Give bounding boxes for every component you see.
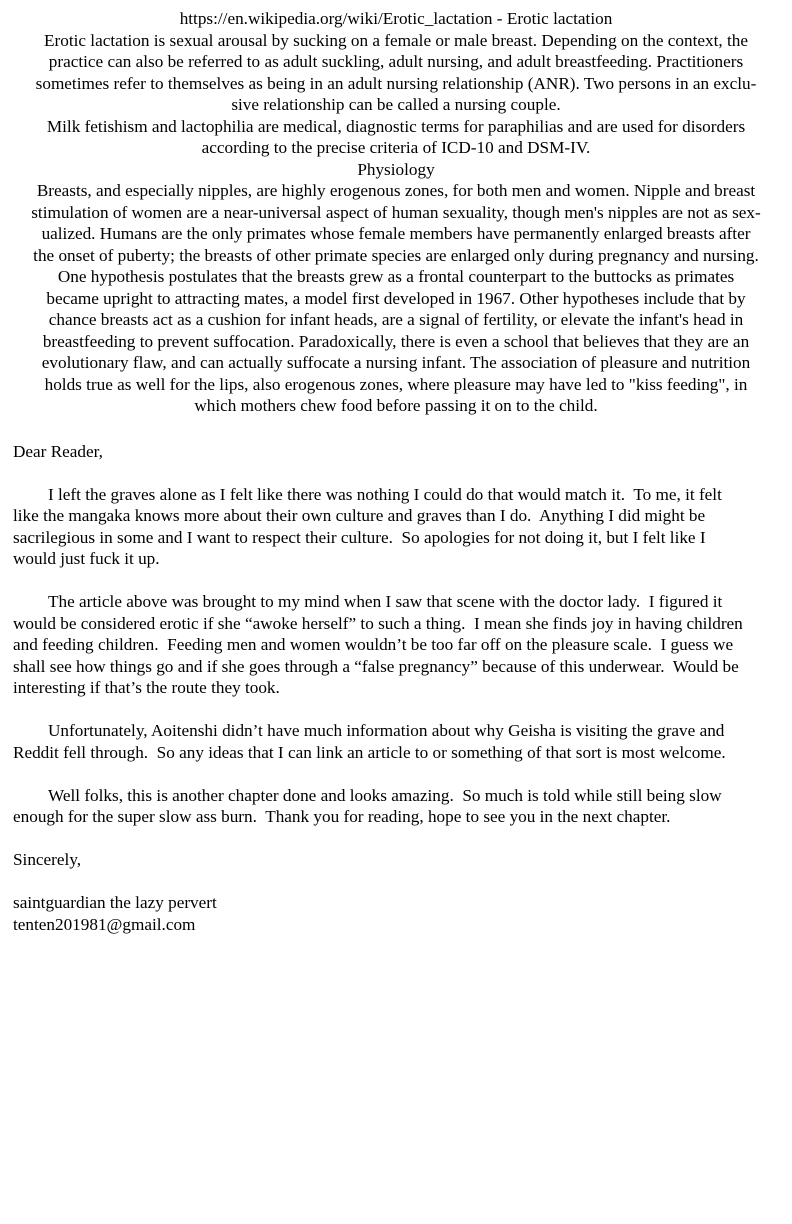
letter-line: and feeding children. Feeding men and women wouldn’t be too far off on the pleasure scale. I guess we [13,635,734,654]
translator-letter [13,441,779,936]
article-line: sive relationship can be called a nursing couple. [231,95,561,114]
letter-line: would be considered erotic if she “awoke herself” to such a thing. I mean she finds joy in having children [13,613,743,633]
article-line: according to the precise criteria of ICD-10 and DSM-IV. [201,138,591,157]
article-section-heading: Physiology [357,159,435,179]
article-line: Milk fetishism and lactophilia are medical, diagnostic terms for paraphilias and are used for disorders [46,116,746,136]
article-line: stimulation of women are a near-universal aspect of human sexuality, though men's nipples are not as sex- [31,202,761,222]
article-line: which mothers chew food before passing it on to the child. [194,396,598,415]
letter-line: Reddit fell through. So any ideas that I can link an article to or something of that sort is most welcome. [13,742,726,762]
letter-paragraph-4 [13,785,779,828]
article-line: sometimes refer to themselves as being in an adult nursing relationship (ANR). Two persons in an exclu- [35,73,757,93]
article-line: the onset of puberty; the breasts of other primate species are enlarged only during pregnancy and nursing. [33,245,759,265]
article-line: practice can also be referred to as adult suckling, adult nursing, and adult breastfeeding. Practitioners [48,52,744,71]
letter-line: like the mangaka knows more about their own culture and graves than I do. Anything I did might be [13,506,706,525]
letter-line: Unfortunately, Aoitenshi didn’t have much information about why Geisha is visiting the grave and [48,721,725,740]
article-line: holds true as well for the lips, also erogenous zones, where pleasure may have led to "kiss feeding", in [44,374,748,394]
letter-line: I left the graves alone as I felt like there was nothing I could do that would match it. To me, it felt [48,484,722,504]
letter-line: interesting if that’s the route they took. [13,678,280,697]
article-line: became upright to attracting mates, a model first developed in 1967. Other hypotheses include that by [46,288,746,308]
letter-line: shall see how things go and if she goes through a “false pregnancy” because of this underwear. Would be [13,656,739,676]
article-line: One hypothesis postulates that the breasts grew as a frontal counterpart to the buttocks as primates [57,267,735,286]
article-url: https://en.wikipedia.org/wiki/Erotic_lactation - Erotic lactation [179,9,613,28]
letter-paragraph-3 [13,720,779,763]
letter-paragraph-2 [13,591,779,699]
letter-salutation: Dear Reader, [13,441,103,461]
letter-line: would just fuck it up. [13,549,160,568]
article-line: breastfeeding to prevent suffocation. Paradoxically, there is even a school that believes that they are an [42,331,750,351]
letter-line: sacrilegious in some and I want to respect their culture. So apologies for not doing it, but I felt like I [13,527,706,547]
article-line: ualized. Humans are the only primates whose female members have permanently enlarged breasts after [41,224,751,243]
article-line: chance breasts act as a cushion for infant heads, are a signal of fertility, or elevate the infant's head in [48,310,744,329]
letter-line: Well folks, this is another chapter done and looks amazing. So much is told while still being slow [48,785,722,805]
letter-line: enough for the super slow ass burn. Thank you for reading, hope to see you in the next chapter. [13,807,671,826]
article-line: Breasts, and especially nipples, are highly erogenous zones, for both men and women. Nipple and breast [36,181,756,200]
article-line: evolutionary flaw, and can actually suffocate a nursing infant. The association of pleasure and nutrition [41,353,751,372]
letter-signature [13,892,779,935]
signature-name: saintguardian the lazy pervert [13,893,217,912]
letter-closing: Sincerely, [13,850,82,869]
article-excerpt [13,8,779,417]
signature-email: tenten201981@gmail.com [13,914,196,934]
letter-paragraph-1 [13,484,779,570]
article-line: Erotic lactation is sexual arousal by sucking on a female or male breast. Depending on the context, the [44,30,748,50]
letter-line: The article above was brought to my mind when I saw that scene with the doctor lady. I figured it [48,592,723,611]
